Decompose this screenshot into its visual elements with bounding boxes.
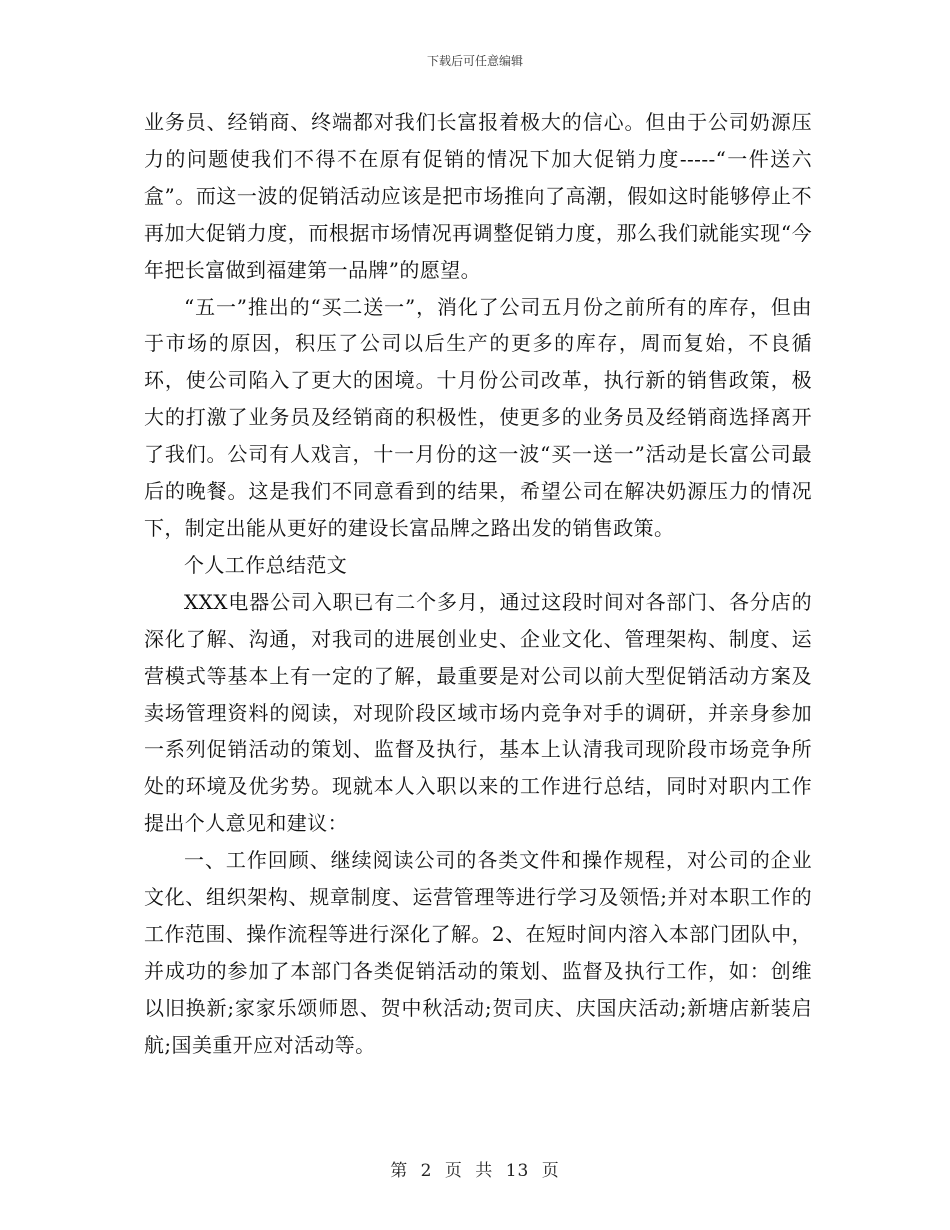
paragraph-3: XXX电器公司入职已有二个多月，通过这段时间对各部门、各分店的深化了解、沟通，对我司的进展创业史、企业文化、管理架构、制度、运营模式等基本上有一定的了解，最重要是对公司以前大型促销活动方案及卖场管理资料的阅读，对现阶段区域市场内竞争对手的调研，并亲身参加一系列促销活动的策划、监督及执行，基本上认清我司现阶段市场竞争所处的环境及优劣势。现就本人入职以来的工作进行总结，同时对职内工作提出个人意见和建议： (144, 589, 812, 836)
paragraph-1: 业务员、经销商、终端都对我们长富报着极大的信心。但由于公司奶源压力的问题使我们不得不在原有促销的情况下加大促销力度-----“一件送六盒”。而这一波的促销活动应该是把市场推向了高潮，假如这时能够停止不再加大促销力度，而根据市场情况再调整促销力度，那么我们就能实现“今年把长富做到福建第一品牌”的愿望。 (144, 110, 812, 282)
section-title: 个人工作总结范文 (184, 552, 348, 577)
document-body (144, 104, 812, 1064)
paragraph-2: “五一”推出的“买二送一”，消化了公司五月份之前所有的库存，但由于市场的原因，积压了公司以后生产的更多的库存，周而复始，不良循环，使公司陷入了更大的困境。十月份公司改革，执行新的销售政策，极大的打激了业务员及经销商的积极性，使更多的业务员及经销商选择离开了我们。公司有人戏言，十一月份的这一波“买一送一”活动是长富公司最后的晚餐。这是我们不同意看到的结果，希望公司在解决奶源压力的情况下，制定出能从更好的建设长富品牌之路出发的销售政策。 (144, 294, 812, 540)
paragraph-4: 一、工作回顾、继续阅读公司的各类文件和操作规程，对公司的企业文化、组织架构、规章制度、运营管理等进行学习及领悟;并对本职工作的工作范围、操作流程等进行深化了解。2、在短时间内溶入本部门团队中，并成功的参加了本部门各类促销活动的策划、监督及执行工作，如：创维以旧换新;家家乐颂师恩、贺中秋活动;贺司庆、庆国庆活动;新塘店新装启航;国美重开应对活动等。 (144, 848, 812, 1057)
page-header: 下载后可任意编辑 (426, 54, 523, 68)
page-footer: 第 2 页 共 13 页 (390, 1161, 560, 1181)
